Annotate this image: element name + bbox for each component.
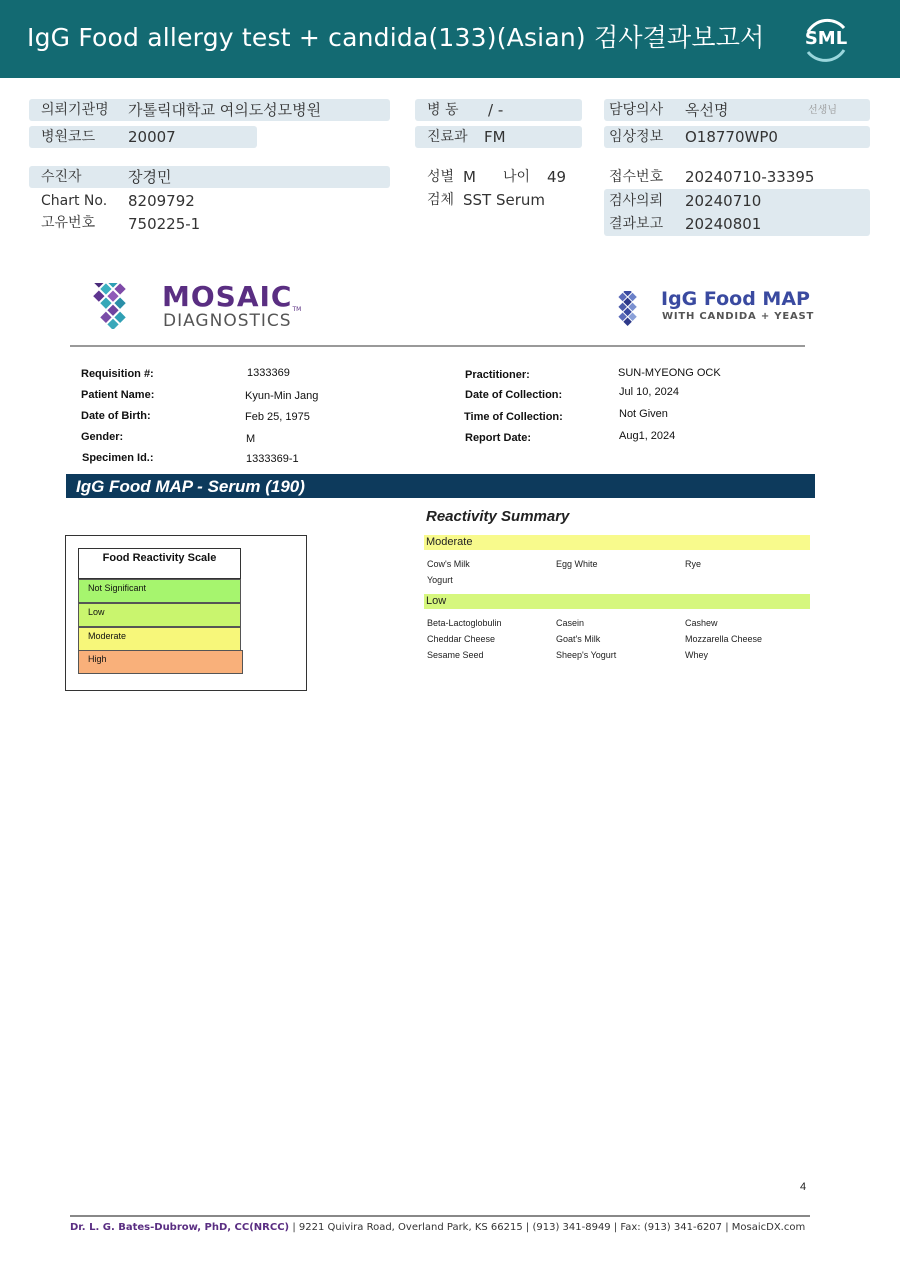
doctor-suffix: 선생님 [808, 105, 837, 116]
clinical-label: 임상정보 [609, 129, 664, 145]
unique-no-label: 고유번호 [41, 215, 96, 231]
mosaic-brand [162, 280, 301, 313]
doctor-label: 담당의사 [609, 102, 664, 118]
report-header-bar [0, 0, 900, 78]
requisition-label: Requisition #: [81, 368, 154, 380]
low-food-item: Goat's Milk [556, 634, 601, 644]
requisition-value: 1333369 [247, 367, 290, 379]
section-title-bar [66, 474, 815, 498]
doctor-value: 옥선명 [685, 101, 729, 119]
moderate-food-item: Rye [685, 559, 702, 569]
unique-no-value: 750225-1 [128, 215, 201, 233]
low-food-item: Cheddar Cheese [427, 634, 496, 644]
low-food-item: Sheep's Yogurt [556, 650, 617, 660]
scale-level-low [78, 603, 241, 627]
scale-level-label: High [88, 654, 107, 664]
clinical-value: O18770WP0 [685, 128, 778, 146]
page-number: 4 [800, 1181, 807, 1193]
igg-food-map-title: IgG Food MAP [661, 288, 810, 310]
report-label: 결과보고 [609, 216, 664, 232]
scale-level-label: Low [88, 607, 105, 617]
collection-time-label: Time of Collection: [464, 411, 563, 423]
mosaic-brand-text: MOSAIC [162, 280, 293, 313]
patient-label: 수진자 [41, 169, 82, 185]
sml-logo [800, 14, 852, 66]
scale-level-label: Moderate [88, 631, 127, 641]
low-band-label: Low [426, 595, 447, 607]
scale-level-label: Not Significant [88, 583, 147, 593]
dob-label: Date of Birth: [81, 410, 151, 422]
low-food-item: Mozzarella Cheese [685, 634, 763, 644]
low-food-item: Beta-Lactoglobulin [427, 618, 502, 628]
moderate-food-item: Yogurt [427, 575, 453, 585]
specimen-id-label: Specimen Id.: [82, 452, 154, 464]
low-food-item: Casein [556, 618, 585, 628]
section-title: IgG Food MAP - Serum (190) [76, 477, 305, 496]
scale-level-not-significant [78, 579, 241, 603]
reactivity-summary-title: Reactivity Summary [426, 508, 570, 525]
moderate-food-item: Egg White [556, 559, 598, 569]
chart-no-value: 8209792 [128, 192, 195, 210]
collection-date-label: Date of Collection: [465, 389, 563, 401]
practitioner-label: Practitioner: [465, 369, 530, 381]
mosaic-brand-tm: TM [292, 306, 302, 313]
institution-value: 가톨릭대학교 여의도성모병원 [128, 101, 322, 119]
patient-value: 장경민 [128, 168, 172, 186]
sex-label: 성별 [427, 169, 455, 185]
scale-level-high [78, 650, 243, 674]
hospital-code-label: 병원코드 [41, 129, 96, 145]
sml-logo-text: SML [804, 28, 848, 49]
collection-time-value: Not Given [619, 408, 668, 420]
moderate-band-label: Moderate [426, 536, 473, 548]
footer-director: Dr. L. G. Bates-Dubrow, PhD, CC(NRCC) [70, 1222, 290, 1233]
collection-date-value: Jul 10, 2024 [619, 386, 679, 398]
chart-no-label: Chart No. [41, 193, 108, 209]
dept-value: FM [484, 128, 506, 146]
igg-food-map-subtitle: WITH CANDIDA + YEAST [662, 311, 815, 322]
receipt-label: 접수번호 [609, 169, 664, 185]
report-title: IgG Food allergy test + candida(133)(Asian) 검사결과보고서 [27, 23, 765, 52]
age-label: 나이 [503, 169, 531, 185]
low-food-item: Cashew [685, 618, 718, 628]
practitioner-value: SUN-MYEONG OCK [618, 367, 721, 379]
patient-name-value: Kyun-Min Jang [245, 390, 319, 402]
patient-row-bg [29, 166, 390, 188]
report-date-label: Report Date: [465, 432, 532, 444]
sex-value: M [463, 168, 476, 186]
dept-label: 진료과 [427, 129, 468, 145]
ward-value: / - [488, 101, 504, 119]
request-value: 20240710 [685, 192, 762, 210]
moderate-band [424, 535, 810, 550]
gender-label: Gender: [81, 431, 124, 443]
specimen-label: 검체 [427, 192, 455, 208]
scale-level-moderate [78, 627, 241, 651]
institution-label: 의뢰기관명 [41, 102, 109, 118]
report-date-value: Aug1, 2024 [619, 430, 676, 442]
low-food-item: Whey [685, 650, 709, 660]
specimen-value: SST Serum [463, 191, 546, 209]
footer-text [70, 1222, 805, 1233]
specimen-id-value: 1333369-1 [246, 453, 299, 465]
age-value: 49 [547, 168, 567, 186]
low-band [424, 594, 810, 609]
footer-divider [70, 1215, 810, 1217]
mosaic-logo-diamonds-icon [72, 283, 154, 333]
header-divider [70, 345, 805, 347]
igg-food-map-logo-icon [601, 291, 657, 331]
dob-value: Feb 25, 1975 [245, 411, 310, 423]
gender-value: M [246, 433, 256, 445]
reactivity-scale-header [78, 548, 241, 579]
low-food-item: Sesame Seed [427, 650, 484, 660]
footer-address: | 9221 Quivira Road, Overland Park, KS 66215 | (913) 341-8949 | Fax: (913) 341-6207 | MosaicDX.com [292, 1222, 806, 1233]
ward-label: 병 동 [427, 102, 459, 118]
request-label: 검사의뢰 [609, 193, 664, 209]
receipt-value: 20240710-33395 [685, 168, 815, 186]
hospital-code-value: 20007 [128, 128, 176, 146]
report-value: 20240801 [685, 215, 762, 233]
moderate-food-item: Cow's Milk [427, 559, 470, 569]
reactivity-scale-title: Food Reactivity Scale [102, 552, 217, 564]
patient-name-label: Patient Name: [81, 389, 155, 401]
mosaic-brand-sub: DIAGNOSTICS [163, 311, 292, 331]
